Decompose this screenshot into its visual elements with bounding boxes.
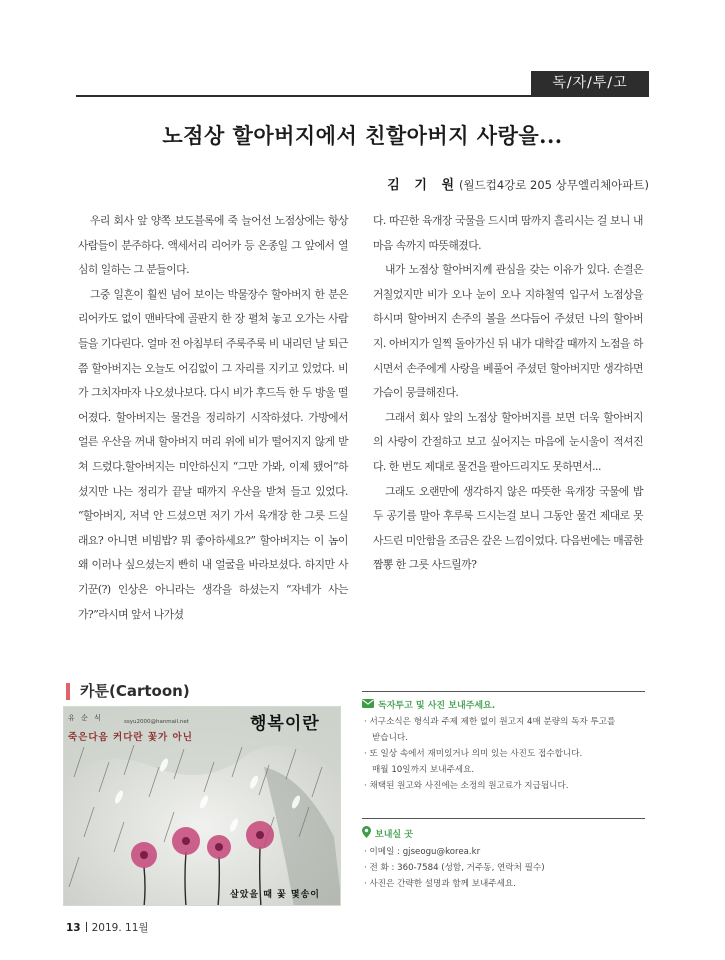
page-number: 13: [66, 922, 81, 934]
envelope-icon: [362, 698, 374, 714]
send-info: [362, 826, 645, 892]
header-rule: [76, 95, 649, 97]
author-affiliation: (월드컵4강로 205 상무엘리체아파트): [459, 178, 649, 192]
paragraph: 그중 일흔이 훨씬 넘어 보이는 박물장수 할아버지 한 분은 리어카도 없이 맨바닥에 골판지 한 장 펼쳐 놓고 오가는 사람들을 기다린다. 얼마 전 아침부터 주룩주룩 비 내리던 날 퇴근쯤 할아버지는 오늘도 어김없이 그 자리를 지키고 있었다. 비가 그치자마자 나오셨나보다. 다시 비가 후드득 한 두 방울 떨어졌다. 할아버지는 물건을 정리하기 시작하셨다. 가방에서 얼른 우산을 꺼내 할아버지 머리 위에 비가 떨어지지 않게 받쳐 드렸다.할아버지는 미안하신지 “그만 가봐, 이제 됐어”하셨지만 나는 정리가 끝날 때까지 우산을 받쳐 들고 있었다. “할아버지, 저녁 안 드셨으면 저기 가서 육개장 한 그릇 드실래요? 아니면 비빔밥? 뭐 좋아하세요?” 할아버지는 이 놈이 왜 이러나 싶으셨는지 빤히 내 얼굴을 바라보셨다. 하지만 사기꾼(?) 인상은 아니라는 생각을 하셨는지 “자네가 사는가?”라시며 앞서 나가셨: [78, 287, 348, 621]
contact-email: · 이메일 : gjseogu@korea.kr: [364, 847, 481, 857]
article-column-left: [78, 209, 348, 627]
section-tag: 독/자/투/고: [531, 71, 649, 95]
cartoon-heading: 행복이란: [250, 714, 320, 734]
author-name: 김 기 원: [387, 178, 460, 193]
cartoon-email: ssyu2000@hanmail.net: [124, 719, 189, 725]
cartoon-caption-top: 죽은다음 커다란 꽃가 아닌: [68, 732, 193, 743]
article-title: 노점상 할아버지에서 친할아버지 사랑을...: [162, 123, 563, 148]
paragraph: 우리 회사 앞 양쪽 보도블록에 죽 늘어선 노점상에는 항상 사람들이 분주하다. 액세서리 리어카 등 온종일 그 앞에서 열심히 일하는 그 분들이다.: [78, 214, 348, 277]
cartoon-section-title: 카툰(Cartoon): [66, 683, 190, 700]
paragraph: 그래서 회사 앞의 노점상 할아버지를 보면 더욱 할아버지의 사랑이 간절하고 보고 싶어지는 마음에 눈시울이 적셔진다. 한 번도 제대로 물건을 팔아드리지도 못하면서...: [373, 410, 643, 473]
send-heading: [362, 826, 645, 844]
info-line: · 채택된 원고와 사진에는 소정의 원고료가 지급됩니다.: [364, 781, 569, 791]
byline: [387, 174, 649, 193]
contact-phone: · 전 화 : 360-7584 (성함, 거주동, 연락처 필수): [364, 863, 545, 873]
info-divider-top: [362, 691, 645, 692]
info-line: · 사진은 간략한 설명과 함께 보내주세요.: [364, 879, 516, 889]
info-line: · 또 일상 속에서 재미있거나 의미 있는 사진도 접수합니다.: [364, 749, 583, 759]
submission-heading-text: 독자투고 및 사진 보내주세요.: [378, 701, 496, 711]
cartoon-author: 유 순 식: [68, 714, 103, 722]
cartoon-caption-bottom: 살았을 때 꽃 몇송이: [230, 890, 320, 900]
submission-heading: [362, 698, 645, 714]
paragraph: 그래도 오랜만에 생각하지 않은 따뜻한 육개장 국물에 밥 두 공기를 말아 후루룩 드시는걸 보니 그동안 물건 제대로 못 사드린 미안함을 조금은 갚은 느낌이었다. 다음번에는 매콤한 짬뽕 한 그릇 사드릴까?: [373, 484, 643, 572]
info-divider-mid: [362, 818, 645, 819]
page-footer: [66, 920, 149, 935]
info-line: 매월 10일까지 보내주세요.: [372, 765, 475, 775]
location-pin-icon: [362, 826, 371, 844]
submission-info: [362, 698, 645, 794]
issue-date: 2019. 11월: [91, 922, 149, 934]
paragraph: 내가 노점상 할아버지께 관심을 갖는 이유가 있다. 손결은 거칠었지만 비가 오나 눈이 오나 지하철역 입구서 노점상을 하시며 할아버지 손주의 볼을 쓰다듬어 주셨던 나의 할아버지. 아버지가 일찍 돌아가신 뒤 내가 대학갈 때까지 노점을 하시면서 손주에게 사랑을 베풀어 주셨던 할아버지만 생각하면 가슴이 뭉클해진다.: [373, 263, 643, 400]
info-line: 받습니다.: [372, 733, 408, 743]
footer-divider: [86, 922, 87, 932]
article-column-right: [373, 209, 643, 578]
send-heading-text: 보내실 곳: [375, 830, 413, 840]
paragraph: 다. 따끈한 육개장 국물을 드시며 땀까지 흘리시는 걸 보니 내 마음 속까지 따뜻해졌다.: [373, 214, 643, 252]
cartoon-image: [63, 706, 341, 906]
info-line: · 서구소식은 형식과 주제 제한 없이 원고지 4매 분량의 독자 투고를: [364, 717, 616, 727]
